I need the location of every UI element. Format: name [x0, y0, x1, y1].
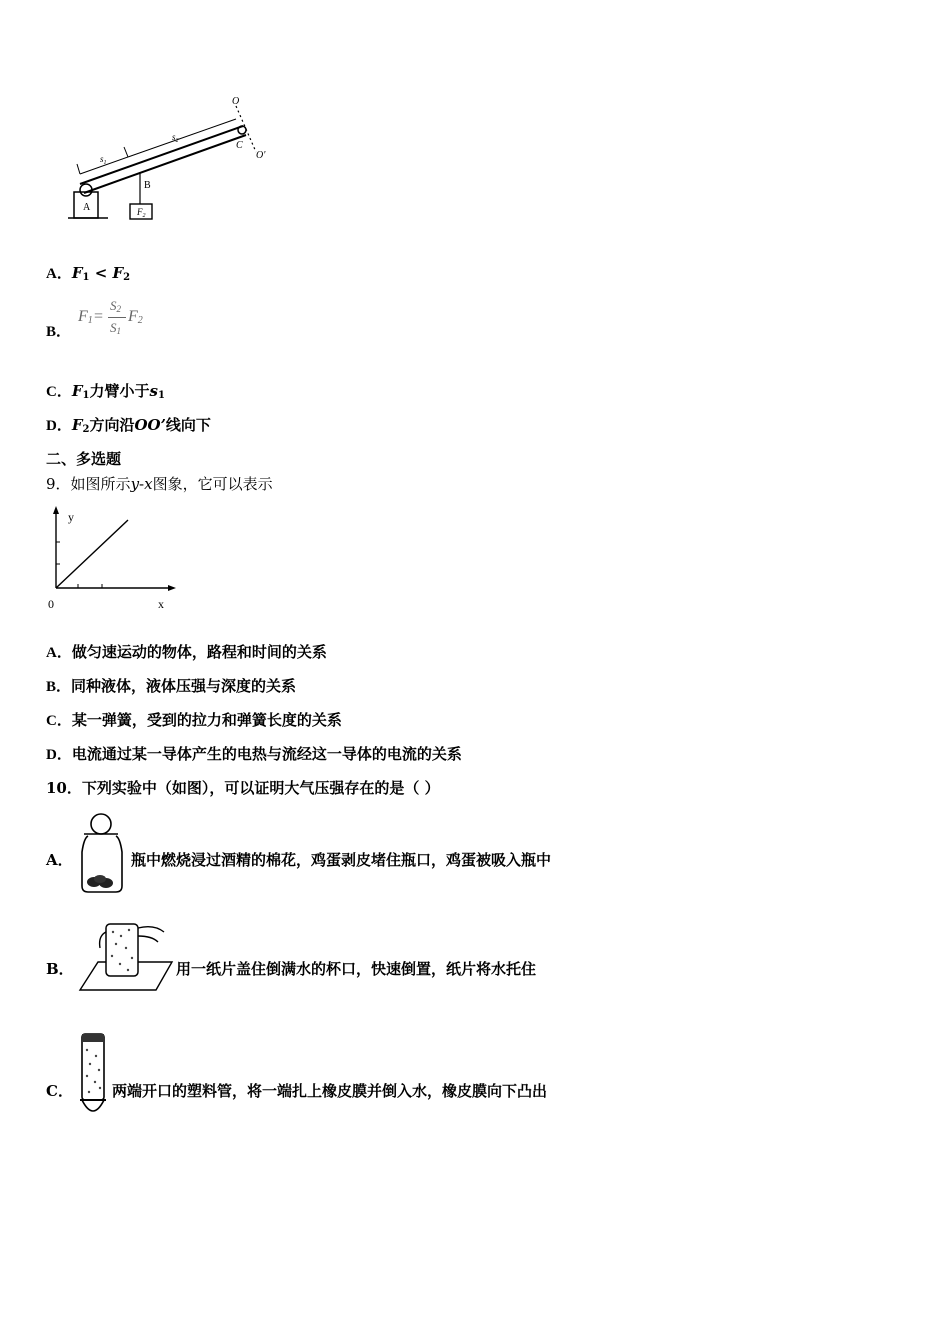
- label-c: C: [236, 140, 243, 151]
- q9-option-d[interactable]: D．电流通过某一导体产生的电热与流经这一导体的电流的关系: [46, 745, 462, 763]
- section-title: 二、多选题: [46, 450, 122, 468]
- label-s2: $s_2$: [172, 132, 179, 144]
- q8-option-b[interactable]: B．: [46, 324, 72, 340]
- label-s1: $s_1$: [100, 154, 107, 166]
- q10-option-a-text[interactable]: 瓶中燃烧浸过酒精的棉花，鸡蛋剥皮堵住瓶口，鸡蛋被吸入瓶中: [131, 851, 552, 869]
- q8-option-b-formula: $F_1$ = $S_2$ $S_1$ $F_2$: [78, 298, 143, 336]
- q9-stem: 9．如图所示y-x图象，它可以表示: [46, 475, 273, 493]
- cup: [106, 924, 138, 976]
- lever-figure: [60, 92, 280, 232]
- q10-option-a-letter[interactable]: A．: [46, 851, 73, 869]
- label-b: B: [144, 180, 151, 191]
- x-axis-arrow: [168, 585, 176, 591]
- graph-x-label: x: [158, 597, 164, 611]
- q9-option-a[interactable]: A．做匀速运动的物体，路程和时间的关系: [46, 643, 327, 661]
- q10-option-b-letter[interactable]: B．: [46, 960, 74, 978]
- q8-option-d[interactable]: D．$F_2$方向沿OO’线向下: [46, 416, 211, 435]
- q10-option-b-text[interactable]: 用一纸片盖住倒满水的杯口，快速倒置，纸片将水托住: [176, 960, 537, 978]
- rubber-membrane: [82, 1100, 104, 1111]
- graph-origin-label: 0: [48, 597, 54, 611]
- label-o: O: [232, 96, 240, 107]
- lever-beam-top: [80, 126, 243, 184]
- q10-option-c-letter[interactable]: C．: [46, 1082, 73, 1100]
- plastic-tube: [82, 1034, 104, 1100]
- cup-paper-image: [76, 918, 176, 996]
- y-axis-arrow: [53, 506, 59, 514]
- bottle-egg-image: [74, 808, 130, 896]
- tube-membrane-image: [76, 1030, 112, 1122]
- graph-y-label: y: [68, 510, 74, 524]
- q10-stem: 10．下列实验中（如图），可以证明大气压强存在的是（ ）: [46, 779, 440, 797]
- label-f2: $F_2$: [137, 207, 146, 219]
- q9-option-b[interactable]: B．同种液体，液体压强与深度的关系: [46, 677, 297, 695]
- q8-option-a[interactable]: A．$F_1 < F_2$: [46, 264, 131, 283]
- graph-line: [56, 520, 128, 588]
- q9-option-c[interactable]: C．某一弹簧，受到的拉力和弹簧长度的关系: [46, 711, 342, 729]
- q9-graph: [40, 502, 180, 614]
- label-o-prime: O': [256, 150, 266, 161]
- q8-option-c[interactable]: C．$F_1$力臂小于$s_1$: [46, 382, 165, 401]
- q10-option-c-text[interactable]: 两端开口的塑料管，将一端扎上橡皮膜并倒入水，橡皮膜向下凸出: [112, 1082, 548, 1100]
- egg: [91, 814, 111, 834]
- dimension-s2: [128, 119, 236, 157]
- label-a: A: [83, 202, 91, 213]
